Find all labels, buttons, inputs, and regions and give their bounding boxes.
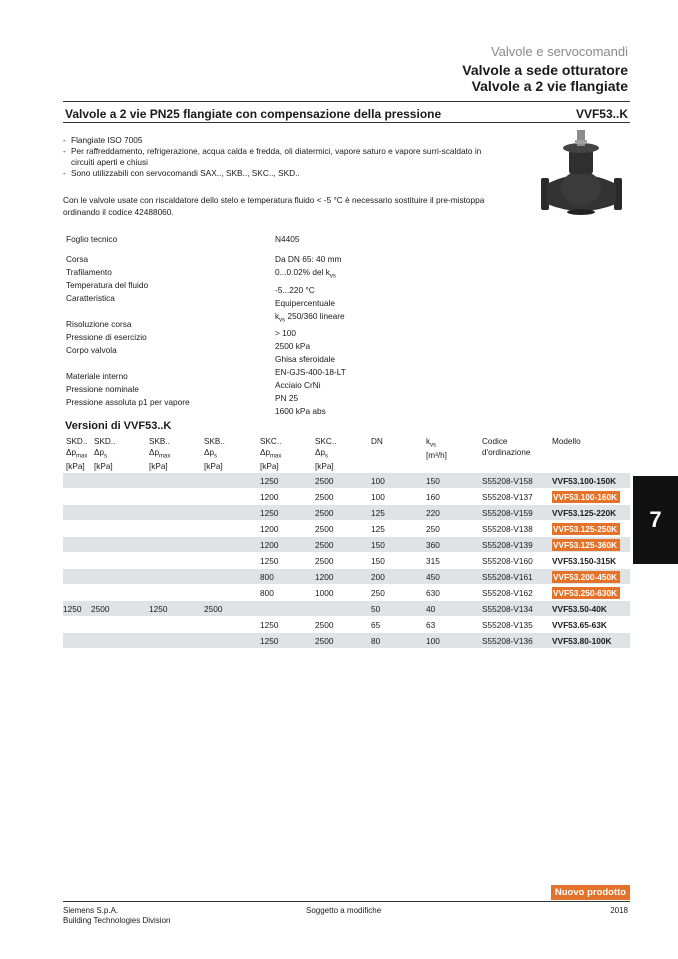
table-cell-code: S55208-V134	[482, 601, 552, 617]
table-cell-skd-pmax	[63, 553, 91, 569]
spec-label	[66, 305, 190, 318]
table-cell-skb-ps	[204, 489, 260, 505]
table-row	[63, 489, 630, 505]
footer-company: Siemens S.p.A. Building Technologies Division	[63, 906, 171, 925]
table-cell-skc-pmax: 1200	[260, 521, 315, 537]
spec-value: 2500 kPa	[275, 341, 311, 352]
table-cell-skc-pmax: 1250	[260, 553, 315, 569]
table-cell-skc-ps: 2500	[315, 537, 371, 553]
chapter-tab: 7	[633, 476, 678, 564]
spec-value: PN 25	[275, 393, 299, 404]
table-cell-skd-pmax	[63, 489, 91, 505]
table-cell-kvs: 40	[426, 601, 482, 617]
table-row	[63, 473, 630, 489]
table-cell-code: S55208-V158	[482, 473, 552, 489]
col-header-skc-pmax: SKC.. $\Delta p_{max}$ [kPa]	[260, 437, 282, 471]
new-product-badge: Nuovo prodotto	[551, 885, 630, 900]
table-cell-skd-ps	[91, 473, 149, 489]
table-cell-skb-pmax	[149, 505, 204, 521]
table-row	[63, 633, 630, 649]
spec-value: Equipercentuale	[275, 297, 335, 308]
table-cell-kvs: 220	[426, 505, 482, 521]
table-cell-skd-ps	[91, 553, 149, 569]
table-row	[63, 569, 630, 585]
table-cell-skc-ps: 1000	[315, 585, 371, 601]
table-cell-skb-pmax	[149, 617, 204, 633]
model-new-highlight: VVF53.250-630K	[552, 587, 620, 599]
table-cell-skb-ps	[204, 537, 260, 553]
spec-value: 1600 kPa abs	[275, 406, 326, 417]
col-header-dn: DN	[371, 437, 383, 446]
table-cell-skd-ps	[91, 617, 149, 633]
table-cell-dn: 200	[371, 569, 426, 585]
table-cell-skb-ps	[204, 521, 260, 537]
table-row	[63, 537, 630, 553]
table-cell-skb-ps	[204, 553, 260, 569]
table-cell-skb-pmax: 1250	[149, 601, 204, 617]
spec-label: Materiale interno	[66, 371, 128, 381]
table-cell-kvs: 250	[426, 521, 482, 537]
table-cell-skb-ps	[204, 617, 260, 633]
spec-label: Pressione di esercizio	[66, 332, 147, 342]
table-cell-dn: 65	[371, 617, 426, 633]
table-cell-model	[552, 569, 630, 585]
table-cell-kvs: 450	[426, 569, 482, 585]
table-cell-skc-pmax: 800	[260, 585, 315, 601]
table-cell-skd-ps	[91, 537, 149, 553]
product-code: VVF53..K	[575, 107, 628, 121]
header-subcategory: Valvole a sede otturatore	[462, 62, 628, 78]
spec-value: N4405	[275, 234, 300, 244]
table-cell-skd-pmax	[63, 505, 91, 521]
table-cell-skb-ps	[204, 569, 260, 585]
spec-label: Risoluzione corsa	[66, 319, 132, 329]
table-cell-skc-pmax: 1250	[260, 473, 315, 489]
note-text: Con le valvole usate con riscaldatore dello stelo e temperatura fluido < -5 °C è necessario sostituire il pre-mistoppa ordinando il codice 42488060.	[63, 195, 485, 217]
title-divider	[63, 122, 630, 123]
table-cell-skd-pmax	[63, 473, 91, 489]
spec-labels	[66, 253, 190, 409]
table-cell-kvs: 315	[426, 553, 482, 569]
table-cell-skc-ps: 2500	[315, 633, 371, 649]
table-cell-skb-pmax	[149, 553, 204, 569]
table-cell-skd-pmax	[63, 633, 91, 649]
spec-label: Caratteristica	[66, 293, 115, 303]
model-name: VVF53.50-40K	[552, 603, 607, 614]
table-cell-skb-pmax	[149, 473, 204, 489]
table-cell-skd-ps	[91, 585, 149, 601]
table-cell-kvs: 160	[426, 489, 482, 505]
table-cell-model	[552, 537, 630, 553]
table-cell-skd-ps: 2500	[91, 601, 149, 617]
table-cell-skc-ps: 2500	[315, 521, 371, 537]
table-cell-skc-ps	[315, 601, 371, 617]
spec-label	[66, 357, 190, 370]
spec-label: Temperatura del fluido	[66, 280, 149, 290]
table-cell-dn: 125	[371, 521, 426, 537]
header-divider	[63, 101, 630, 102]
table-cell-skd-ps	[91, 489, 149, 505]
feature-item: - Per raffreddamento, refrigerazione, acqua calda e fredda, oli diatermici, vapore saturo e vapore surri-scaldato in circuiti aperti e chiusi	[63, 146, 493, 168]
model-new-highlight: VVF53.200-450K	[552, 571, 620, 583]
table-cell-dn: 100	[371, 489, 426, 505]
table-cell-skc-ps: 1200	[315, 569, 371, 585]
table-cell-skd-ps	[91, 633, 149, 649]
table-cell-skb-pmax	[149, 633, 204, 649]
table-cell-dn: 100	[371, 473, 426, 489]
model-name: VVF53.150-315K	[552, 555, 617, 566]
table-cell-code: S55208-V139	[482, 537, 552, 553]
table-cell-skb-pmax	[149, 569, 204, 585]
table-cell-model	[552, 473, 630, 489]
table-cell-skd-pmax	[63, 569, 91, 585]
spec-values	[275, 253, 346, 418]
table-cell-skb-pmax	[149, 489, 204, 505]
table-cell-kvs: 100	[426, 633, 482, 649]
versions-table	[63, 473, 630, 649]
spec-label: Foglio tecnico	[66, 234, 118, 244]
model-new-highlight: VVF53.125-360K	[552, 539, 620, 551]
col-header-skc-ps: SKC.. $\Delta p_s$ [kPa]	[315, 437, 337, 471]
table-cell-kvs: 150	[426, 473, 482, 489]
model-name: VVF53.100-150K	[552, 475, 617, 486]
header-category: Valvole e servocomandi	[490, 44, 628, 59]
spec-value: Acciaio CrNi	[275, 380, 321, 391]
table-cell-skd-ps	[91, 505, 149, 521]
feature-item: - Flangiate ISO 7005	[63, 135, 493, 146]
spec-label: Trafilamento	[66, 267, 112, 277]
table-cell-skb-pmax	[149, 521, 204, 537]
spec-label: Corpo valvola	[66, 345, 117, 355]
spec-value: $k_{vs}$ 250/360 lineare	[275, 310, 345, 324]
col-header-modello: Modello	[552, 437, 581, 446]
table-cell-dn: 150	[371, 537, 426, 553]
col-header-skb-pmax: SKB.. $\Delta p_{max}$ [kPa]	[149, 437, 171, 471]
table-cell-skc-pmax: 1250	[260, 617, 315, 633]
table-cell-skc-pmax: 1200	[260, 537, 315, 553]
table-row	[63, 521, 630, 537]
table-cell-skc-pmax	[260, 601, 315, 617]
table-cell-model	[552, 585, 630, 601]
table-cell-skb-pmax	[149, 585, 204, 601]
table-cell-skc-pmax: 1200	[260, 489, 315, 505]
table-row	[63, 585, 630, 601]
spec-value: EN-GJS-400-18-LT	[275, 367, 346, 378]
spec-label: Corsa	[66, 254, 89, 264]
feature-item: - Sono utilizzabili con servocomandi SAX.., SKB.., SKC.., SKD..	[63, 168, 493, 179]
table-cell-skd-pmax	[63, 585, 91, 601]
table-cell-model	[552, 489, 630, 505]
table-cell-skb-ps	[204, 585, 260, 601]
table-cell-model	[552, 521, 630, 537]
table-cell-skc-ps: 2500	[315, 617, 371, 633]
table-cell-skb-ps	[204, 473, 260, 489]
table-cell-code: S55208-V138	[482, 521, 552, 537]
table-cell-skb-ps	[204, 633, 260, 649]
model-name: VVF53.80-100K	[552, 635, 612, 646]
table-cell-skc-ps: 2500	[315, 489, 371, 505]
table-cell-model	[552, 553, 630, 569]
table-cell-model	[552, 617, 630, 633]
model-name: VVF53.65-63K	[552, 619, 607, 630]
table-cell-code: S55208-V159	[482, 505, 552, 521]
table-cell-skd-ps	[91, 521, 149, 537]
spec-value: -5...220 °C	[275, 284, 315, 295]
spec-label: Pressione nominale	[66, 384, 139, 394]
table-cell-skc-ps: 2500	[315, 473, 371, 489]
table-cell-code: S55208-V161	[482, 569, 552, 585]
table-cell-dn: 150	[371, 553, 426, 569]
table-row	[63, 505, 630, 521]
table-cell-code: S55208-V160	[482, 553, 552, 569]
table-cell-skb-ps	[204, 505, 260, 521]
table-row	[63, 553, 630, 569]
feature-list	[63, 135, 493, 179]
footer-year: 2018	[610, 906, 628, 915]
table-cell-dn: 50	[371, 601, 426, 617]
table-cell-model	[552, 601, 630, 617]
spec-value: Da DN 65: 40 mm	[275, 254, 342, 264]
col-header-skd-ps: SKD.. $\Delta p_s$ [kPa]	[94, 437, 116, 471]
table-cell-code: S55208-V162	[482, 585, 552, 601]
table-cell-kvs: 360	[426, 537, 482, 553]
spec-label: Pressione assoluta p1 per vapore	[66, 397, 190, 407]
table-cell-skd-pmax: 1250	[63, 601, 91, 617]
table-cell-skb-pmax	[149, 537, 204, 553]
table-cell-skc-pmax: 1250	[260, 633, 315, 649]
spec-value: 0...0.02% del $k_{vs}$	[275, 267, 336, 280]
table-cell-skc-ps: 2500	[315, 553, 371, 569]
col-header-kvs: $k_{vs}$ [m³/h]	[426, 437, 447, 461]
table-cell-code: S55208-V136	[482, 633, 552, 649]
header-subsubcategory: Valvole a 2 vie flangiate	[471, 78, 628, 94]
spec-value: Ghisa sferoidale	[275, 354, 335, 365]
model-new-highlight: VVF53.125-250K	[552, 523, 620, 535]
valve-product-image	[533, 128, 630, 216]
table-cell-skd-pmax	[63, 617, 91, 633]
table-cell-skb-ps: 2500	[204, 601, 260, 617]
table-cell-model	[552, 633, 630, 649]
table-cell-skd-ps	[91, 569, 149, 585]
table-cell-dn: 80	[371, 633, 426, 649]
table-cell-code: S55208-V135	[482, 617, 552, 633]
footer-notice: Soggetto a modifiche	[306, 906, 382, 915]
spec-value: > 100	[275, 328, 296, 339]
table-cell-model	[552, 505, 630, 521]
table-cell-code: S55208-V137	[482, 489, 552, 505]
table-cell-dn: 125	[371, 505, 426, 521]
col-header-skb-ps: SKB.. $\Delta p_s$ [kPa]	[204, 437, 225, 471]
model-name: VVF53.125-220K	[552, 507, 617, 518]
model-new-highlight: VVF53.100-160K	[552, 491, 620, 503]
table-cell-skc-pmax: 800	[260, 569, 315, 585]
table-cell-kvs: 630	[426, 585, 482, 601]
table-cell-skd-pmax	[63, 521, 91, 537]
table-row	[63, 601, 630, 617]
product-title: Valvole a 2 vie PN25 flangiate con compensazione della pressione	[65, 107, 442, 121]
versions-title: Versioni di VVF53..K	[65, 420, 172, 432]
table-row	[63, 617, 630, 633]
table-cell-kvs: 63	[426, 617, 482, 633]
col-header-codice: Codice d'ordinazione	[482, 437, 531, 457]
table-cell-skc-ps: 2500	[315, 505, 371, 521]
table-cell-skd-pmax	[63, 537, 91, 553]
table-cell-skc-pmax: 1250	[260, 505, 315, 521]
table-cell-dn: 250	[371, 585, 426, 601]
col-header-skd-pmax: SKD.. $\Delta p_{max}$ [kPa]	[66, 437, 88, 471]
footer-divider	[63, 901, 630, 902]
